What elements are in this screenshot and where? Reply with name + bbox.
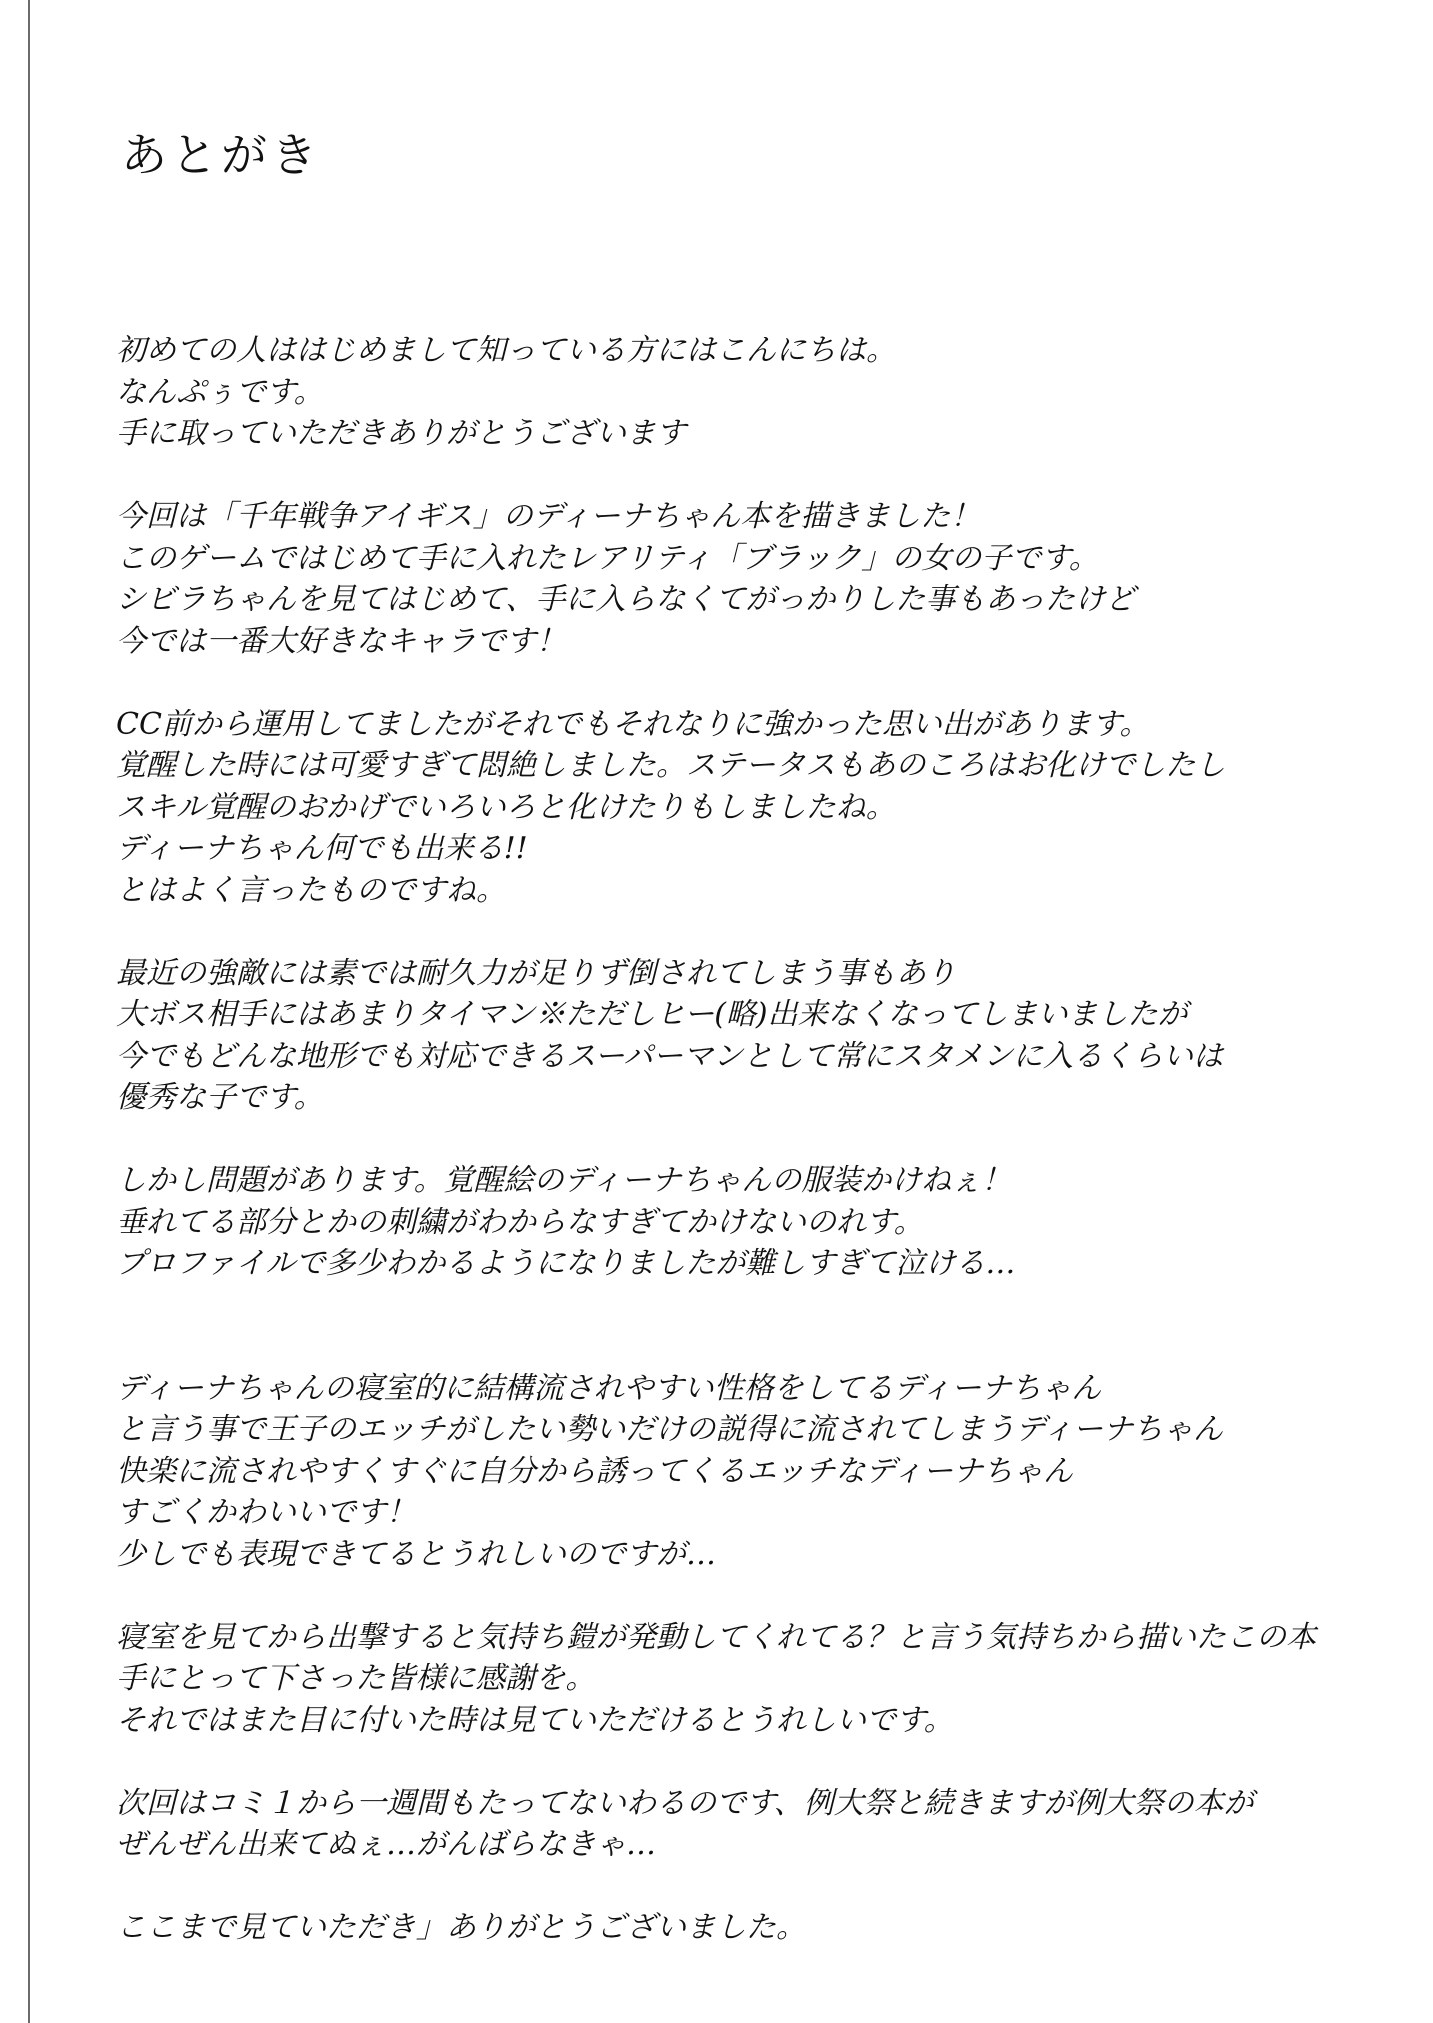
paragraph bbox=[116, 1783, 1376, 1866]
paragraph bbox=[116, 1368, 1376, 1576]
text-line: すごくかわいいです！ bbox=[116, 1495, 416, 1530]
text-line: 快楽に流されやすくすぐに自分から誘ってくるエッチなディーナちゃん bbox=[116, 1453, 1073, 1489]
text-line: 今では一番大好きなキャラです！ bbox=[116, 623, 566, 659]
text-line: ここまで見ていただき」ありがとうございました。 bbox=[116, 1910, 806, 1945]
text-line: 手にとって下さった皆様に感謝を。 bbox=[116, 1661, 596, 1696]
text-line: 今でもどんな地形でも対応できるスーパーマンとして常にスタメンに入るくらいは bbox=[116, 1038, 1223, 1074]
text-line: ディーナちゃんの寝室的に結構流されやすい性格をしてるディーナちゃん bbox=[116, 1370, 1102, 1406]
paragraph-gap bbox=[116, 1741, 1376, 1783]
text-line: とはよく言ったものですね。 bbox=[116, 872, 506, 908]
text-line: プロファイルで多少わかるようになりましたが難しすぎて泣ける… bbox=[116, 1246, 1016, 1281]
text-line: 覚醒した時には可愛すぎて悶絶しました。ステータスもあのころはお化けでしたし bbox=[116, 748, 1226, 783]
paragraph-gap bbox=[116, 662, 1376, 704]
text-line: ディーナちゃん何でも出来る!! bbox=[116, 831, 528, 866]
paragraph bbox=[116, 1160, 1376, 1285]
text-line: 初めての人ははじめまして知っている方にはこんにちは。 bbox=[116, 333, 896, 368]
text-line: 少しでも表現できてるとうれしいのですが… bbox=[116, 1536, 716, 1572]
paragraph-gap bbox=[116, 1285, 1376, 1368]
text-line: スキル覚醒のおかげでいろいろと化けたりもしましたね。 bbox=[116, 789, 896, 825]
paragraph bbox=[116, 1907, 1376, 1949]
text-line: シビラちゃんを見てはじめて、手に入らなくてがっかりした事もあったけど bbox=[116, 582, 1136, 617]
paragraph bbox=[116, 953, 1376, 1119]
text-line: 大ボス相手にはあまりタイマン※ただしヒー(略)出来なくなってしまいましたが bbox=[116, 997, 1188, 1032]
text-line: と言う事で王子のエッチがしたい勢いだけの説得に流されてしまうディーナちゃん bbox=[116, 1412, 1223, 1447]
text-line: 今回は「千年戦争アイギス」のディーナちゃん本を描きました！ bbox=[116, 499, 981, 534]
text-line: 次回はコミ１から一週間もたってないわるのです、例大祭と続きますが例大祭の本が bbox=[116, 1785, 1254, 1821]
paragraph bbox=[116, 1617, 1376, 1742]
paragraph-gap bbox=[116, 1119, 1376, 1161]
text-line: それではまた目に付いた時は見ていただけるとうれしいです。 bbox=[116, 1702, 954, 1738]
paragraph-gap bbox=[116, 455, 1376, 497]
text-line: 寝室を見てから出撃すると気持ち鎧が発動してくれてる？と言う気持ちから描いたこの本 bbox=[116, 1619, 1316, 1655]
page-edge-line bbox=[28, 0, 30, 2023]
afterword-body bbox=[116, 330, 1376, 1949]
text-line: 優秀な子です。 bbox=[116, 1080, 324, 1115]
paragraph bbox=[116, 704, 1376, 912]
text-line: しかし問題があります。覚醒絵のディーナちゃんの服装かけねぇ！ bbox=[116, 1163, 1012, 1198]
text-line: ぜんぜん出来てぬぇ…がんばらなきゃ… bbox=[116, 1827, 656, 1862]
paragraph-gap bbox=[116, 1575, 1376, 1617]
text-line: このゲームではじめて手に入れたレアリティ「ブラック」の女の子です。 bbox=[116, 540, 1099, 576]
paragraph-gap bbox=[116, 1866, 1376, 1908]
paragraph-gap bbox=[116, 911, 1376, 953]
paragraph bbox=[116, 496, 1376, 662]
text-line: CC前から運用してましたがそれでもそれなりに強かった思い出があります。 bbox=[116, 706, 1150, 742]
text-line: 垂れてる部分とかの刺繍がわからなすぎてかけないのれす。 bbox=[116, 1204, 924, 1240]
page-title: あとがき bbox=[121, 128, 321, 182]
text-line: 手に取っていただきありがとうございます bbox=[116, 416, 686, 451]
text-line: なんぷぅです。 bbox=[116, 374, 324, 410]
text-line: 最近の強敵には素では耐久力が足りず倒されてしまう事もあり bbox=[116, 955, 956, 991]
paragraph bbox=[116, 330, 1376, 455]
